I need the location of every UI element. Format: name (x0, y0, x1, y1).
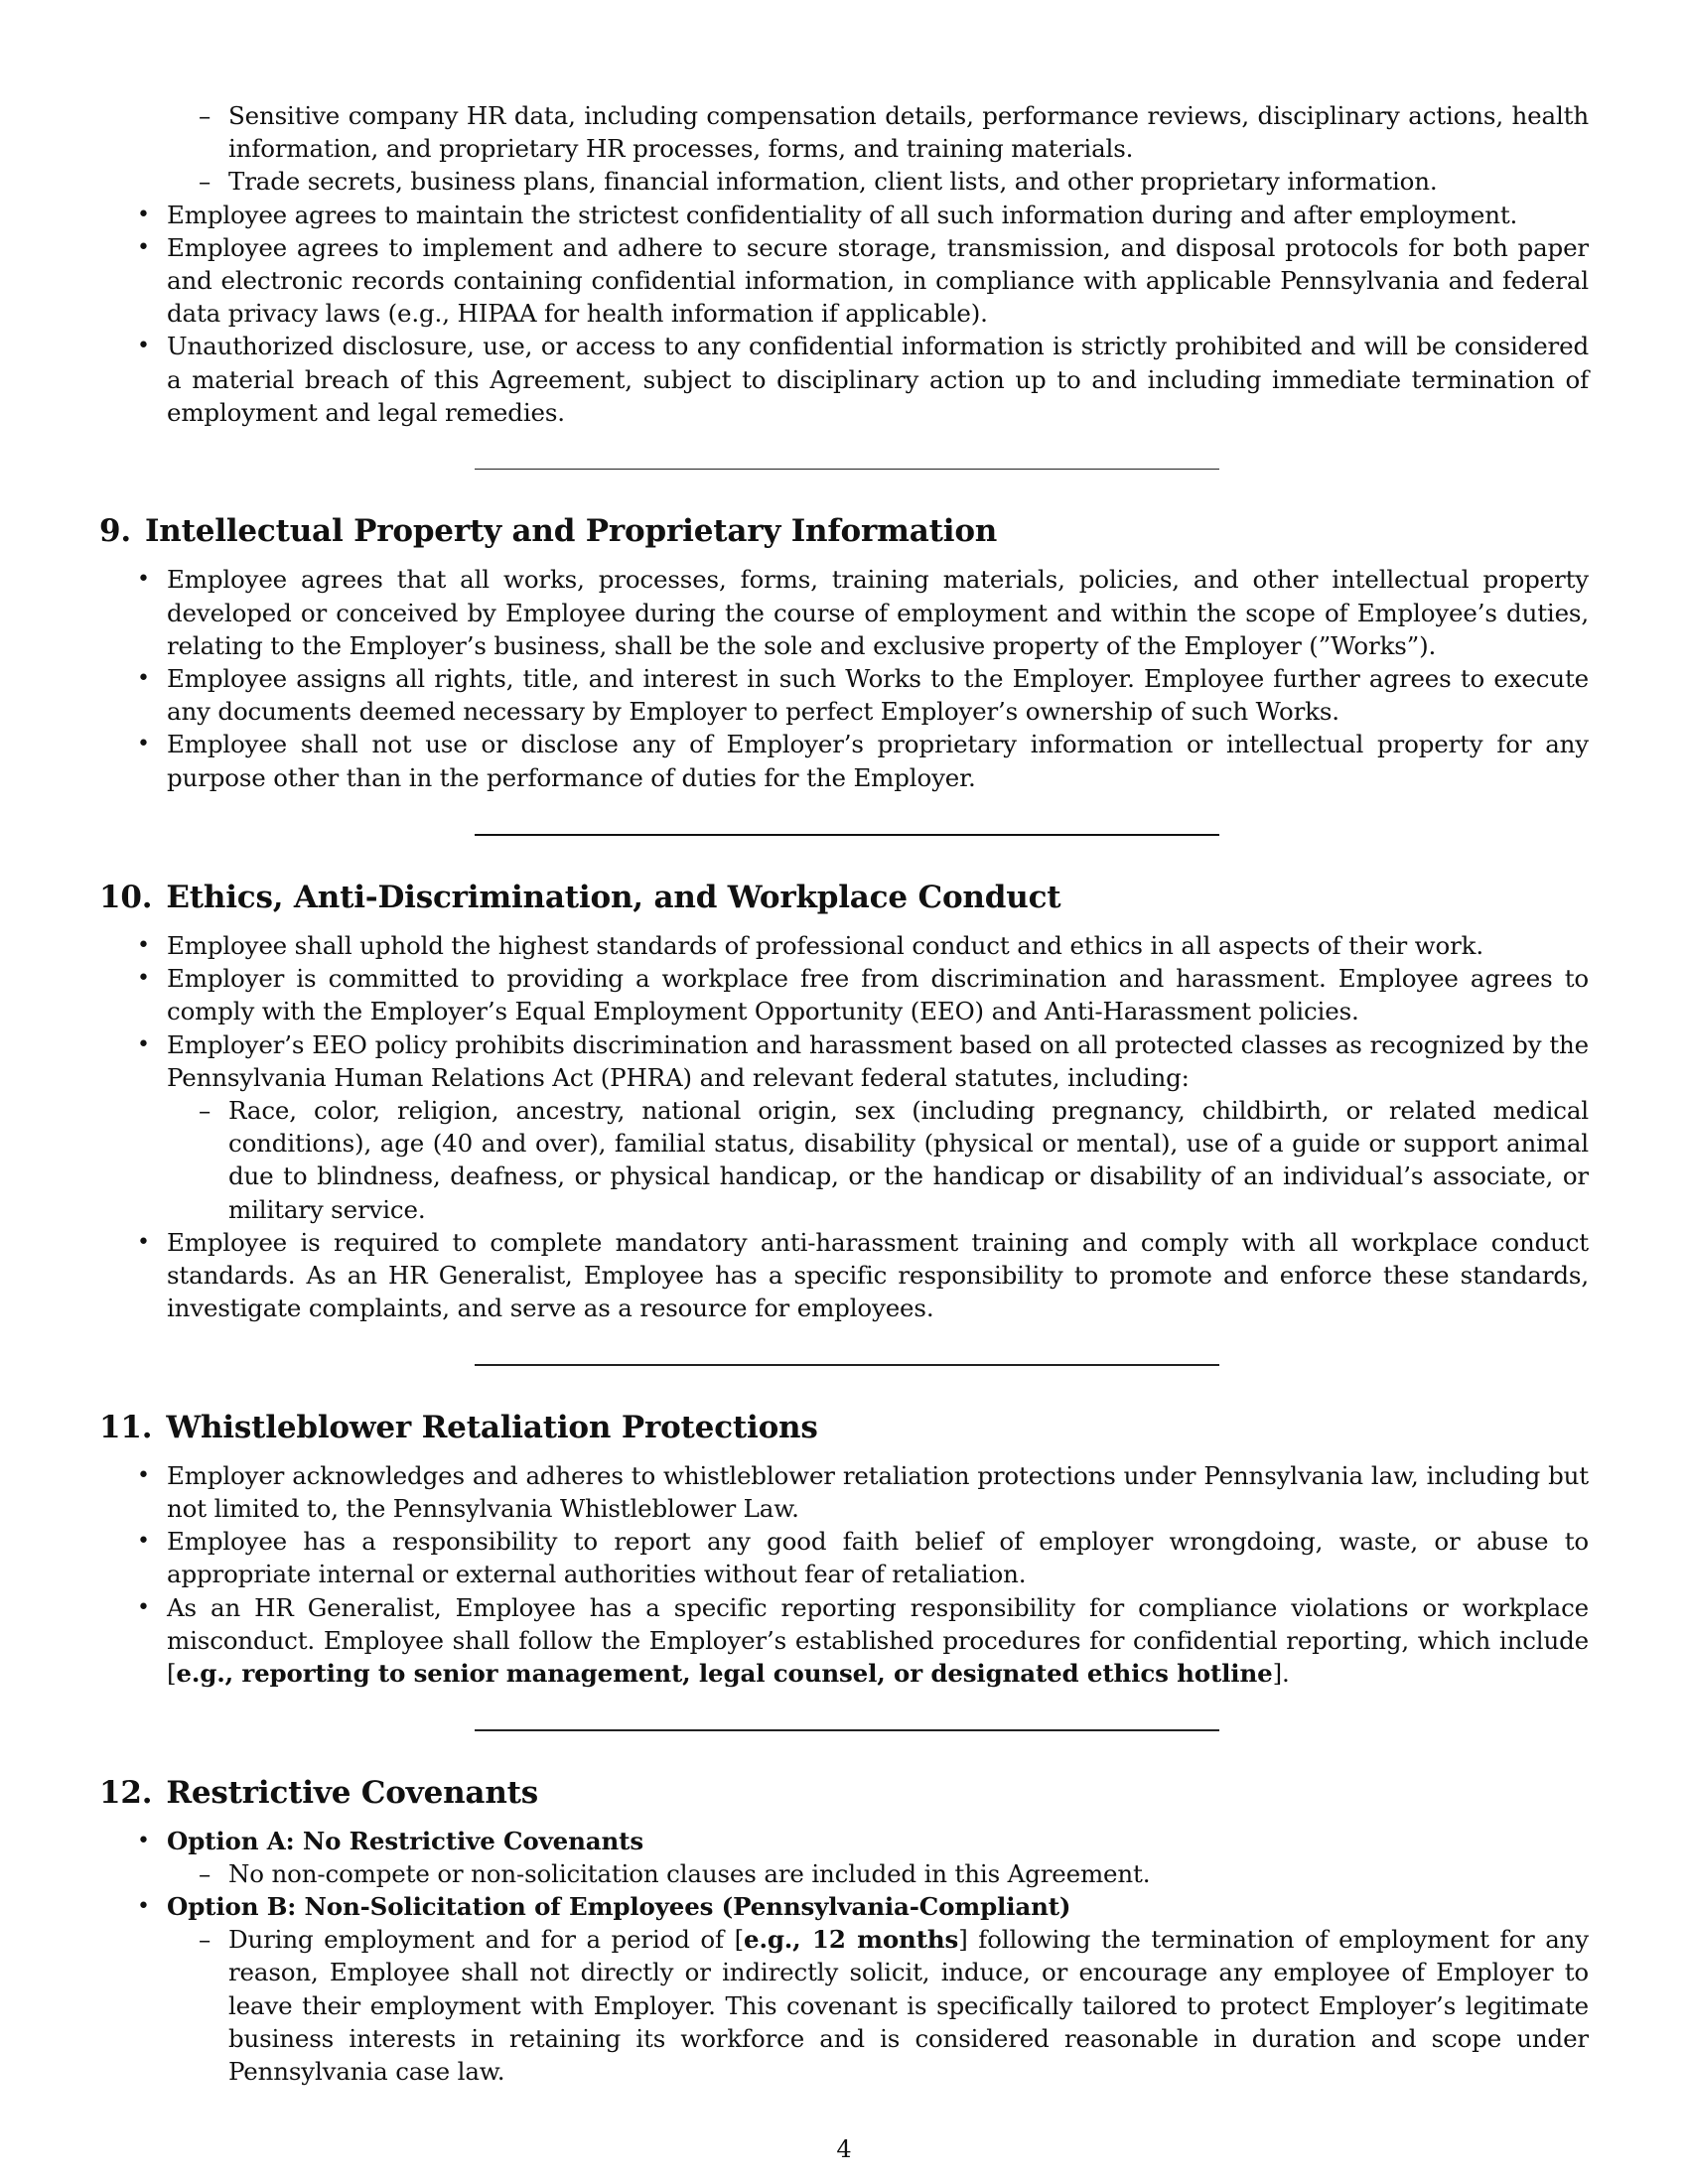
list-item: • Employee has a responsibility to report any good faith belief of employer wrongdoing, waste, or abuse to appropriate internal or external authorities without fear of retaliation. (99, 1525, 1589, 1590)
list-item (99, 1890, 1589, 2088)
option-b-title: Option B: Non-Solicitation of Employees (Pennsylvania-Compliant) (167, 1892, 1071, 1922)
placeholder-text: e.g., 12 months (744, 1925, 959, 1955)
list-item: • Employee shall not use or disclose any of Employer’s proprietary information or intellectual property for any purpose other than in the performance of duties for the Employer. (99, 728, 1589, 793)
page-content (99, 99, 1589, 2088)
list-item (99, 1028, 1589, 1226)
option-a-list (167, 1857, 1589, 1890)
list-item: – Trade secrets, business plans, financial information, client lists, and other proprietary information. (99, 165, 1589, 198)
list-item: – Sensitive company HR data, including compensation details, performance reviews, disciplinary actions, health information, and proprietary HR processes, forms, and training materials. (99, 99, 1589, 165)
list-item: – Race, color, religion, ancestry, national origin, sex (including pregnancy, childbirth, or related medical conditions), age (40 and over), familial status, disability (physical or mental), use of a guide or support animal due to blindness, deafness, or physical handicap, or the handicap or disability of an individual’s associate, or military service. (167, 1094, 1589, 1226)
section-12-list (99, 1825, 1589, 2089)
list-item: – During employment and for a period of [e.g., 12 months] following the termination of employment for any reason, Employee shall not directly or indirectly solicit, induce, or encourage any employee of Employer to leave their employment with Employer. This covenant is specifically tailored to protect Employer’s legitimate business interests in retaining its workforce and is considered reasonable in duration and scope under Pennsylvania case law. (167, 1923, 1589, 2088)
section-divider (475, 1729, 1219, 1730)
option-a-title: Option A: No Restrictive Covenants (167, 1826, 643, 1855)
section-divider (475, 469, 1219, 470)
section-divider (475, 1364, 1219, 1365)
section-divider (475, 834, 1219, 836)
protected-classes-list (167, 1094, 1589, 1226)
section-9-list (99, 563, 1589, 793)
list-item: • Employer is committed to providing a workplace free from discrimination and harassment. Employee agrees to comply with the Employer’s Equal Employment Opportunity (EEO) and Anti-Harassment policies. (99, 962, 1589, 1027)
list-item: • As an HR Generalist, Employee has a specific reporting responsibility for compliance violations or workplace misconduct. Employee shall follow the Employer’s established procedures for confidential reporting, which include [e.g., reporting to senior management, legal counsel, or designated ethics hotline]. (99, 1591, 1589, 1691)
placeholder-text: e.g., reporting to senior management, legal counsel, or designated ethics hotline (176, 1659, 1273, 1689)
list-item: • Employee shall uphold the highest standards of professional conduct and ethics in all aspects of their work. (99, 929, 1589, 962)
list-item: • Employee agrees to implement and adhere to secure storage, transmission, and disposal protocols for both paper and electronic records containing confidential information, in compliance with applicable Pennsylvania and federal data privacy laws (e.g., HIPAA for health information if applicable). (99, 231, 1589, 331)
section-heading-10: 10. Ethics, Anti-Discrimination, and Workplace Conduct (99, 880, 1061, 916)
confidentiality-continued-list (99, 99, 1589, 429)
section-10-list (99, 929, 1589, 1324)
page-number: 4 (836, 2135, 852, 2163)
list-item: • Unauthorized disclosure, use, or access to any confidential information is strictly prohibited and will be considered a material breach of this Agreement, subject to disciplinary action up to and including immediate termination of employment and legal remedies. (99, 330, 1589, 429)
list-item: – No non-compete or non-solicitation clauses are included in this Agreement. (167, 1857, 1589, 1890)
option-b-list (167, 1923, 1589, 2088)
list-item (99, 1825, 1589, 1890)
list-item: • Employee agrees that all works, processes, forms, training materials, policies, and other intellectual property developed or conceived by Employee during the course of employment and within the scope of Employee’s duties, relating to the Employer’s business, shall be the sole and exclusive property of the Employer (”Works”). (99, 563, 1589, 662)
list-item: • Employee is required to complete mandatory anti-harassment training and comply with all workplace conduct standards. As an HR Generalist, Employee has a specific responsibility to promote and enforce these standards, investigate complaints, and serve as a resource for employees. (99, 1226, 1589, 1325)
list-item: • Employer acknowledges and adheres to whistleblower retaliation protections under Pennsylvania law, including but not limited to, the Pennsylvania Whistleblower Law. (99, 1459, 1589, 1525)
list-item: • Employee assigns all rights, title, and interest in such Works to the Employer. Employee further agrees to execute any documents deemed necessary by Employer to perfect Employer’s ownership of such Works. (99, 662, 1589, 728)
list-item-text: Employer’s EEO policy prohibits discrimination and harassment based on all protected classes as recognized by the Pennsylvania Human Relations Act (PHRA) and relevant federal statutes, including: (167, 1029, 1589, 1092)
list-item: • Employee agrees to maintain the strictest confidentiality of all such information during and after employment. (99, 199, 1589, 231)
section-heading-11: 11. Whistleblower Retaliation Protections (99, 1409, 818, 1445)
section-heading-12: 12. Restrictive Covenants (99, 1774, 539, 1811)
section-heading-9: 9. Intellectual Property and Proprietary Information (99, 513, 998, 550)
section-11-list (99, 1459, 1589, 1690)
